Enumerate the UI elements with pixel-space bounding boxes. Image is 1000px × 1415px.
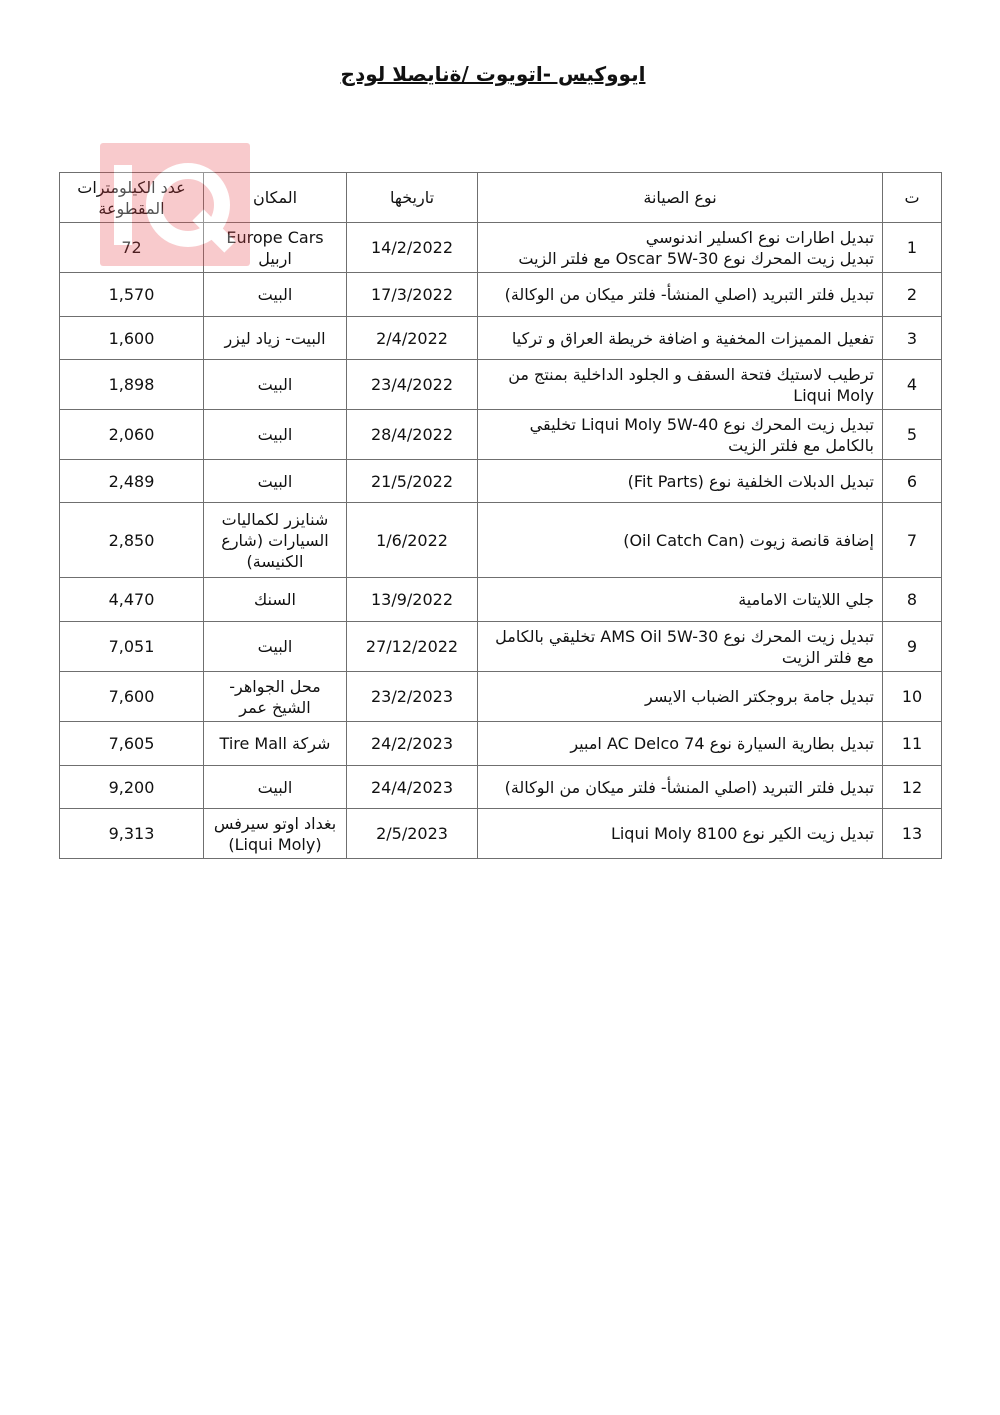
header-date: تاريخها [347,173,478,223]
maintenance-date: 17/3/2022 [347,273,478,317]
kilometers: 9,313 [60,809,204,859]
kilometers: 4,470 [60,578,204,622]
maintenance-type: تبديل زيت المحرك نوع Liqui Moly 5W-40 تخليقي بالكامل مع فلتر الزيت [478,410,883,460]
table-row [60,672,942,722]
maintenance-type: تبديل بطارية السيارة نوع 74 AC Delco امبير [478,722,883,766]
maintenance-type: تبديل زيت المحرك نوع AMS Oil 5W-30 تخليقي بالكامل مع فلتر الزيت [478,622,883,672]
header-km: عدد الكيلومترات المقطوعة [60,173,204,223]
table-row [60,622,942,672]
maintenance-table [59,172,942,859]
row-number: 10 [883,672,942,722]
maintenance-date: 2/5/2023 [347,809,478,859]
table-row [60,460,942,503]
maintenance-place: البيت [204,410,347,460]
table-row [60,223,942,273]
maintenance-date: 28/4/2022 [347,410,478,460]
header-no: ت [883,173,942,223]
row-number: 9 [883,622,942,672]
table-row [60,360,942,410]
row-number: 6 [883,460,942,503]
maintenance-type: تفعيل المميزات المخفية و اضافة خريطة العراق و تركيا [478,317,883,360]
maintenance-type: تبديل فلتر التبريد (اصلي المنشأ- فلتر ميكان من الوكالة) [478,273,883,317]
row-number: 7 [883,503,942,578]
kilometers: 2,850 [60,503,204,578]
kilometers: 7,600 [60,672,204,722]
table-row [60,317,942,360]
maintenance-place: السنك [204,578,347,622]
maintenance-type: تبديل الدبلات الخلفية نوع (Fit Parts) [478,460,883,503]
maintenance-place: شركة Tire Mall [204,722,347,766]
row-number: 3 [883,317,942,360]
kilometers: 1,898 [60,360,204,410]
table-row [60,503,942,578]
kilometers: 9,200 [60,766,204,809]
kilometers: 7,605 [60,722,204,766]
row-number: 2 [883,273,942,317]
maintenance-place: البيت [204,622,347,672]
maintenance-date: 24/2/2023 [347,722,478,766]
maintenance-date: 23/2/2023 [347,672,478,722]
maintenance-place: Europe Cars اربيل [204,223,347,273]
maintenance-place: شنايزر لكماليات السيارات (شارع الكنيسة) [204,503,347,578]
maintenance-place: البيت [204,460,347,503]
header-type: نوع الصيانة [478,173,883,223]
header-place: المكان [204,173,347,223]
table-row [60,410,942,460]
maintenance-date: 14/2/2022 [347,223,478,273]
maintenance-type: إضافة قانصة زيوت (Oil Catch Can) [478,503,883,578]
maintenance-type: تبديل اطارات نوع اكسلير اندنوسي تبديل زيت المحرك نوع Oscar 5W-30 مع فلتر الزيت [478,223,883,273]
maintenance-type: جلي اللايتات الامامية [478,578,883,622]
maintenance-date: 24/4/2023 [347,766,478,809]
maintenance-type: تبديل جامة بروجكتر الضباب الايسر [478,672,883,722]
row-number: 11 [883,722,942,766]
row-number: 13 [883,809,942,859]
maintenance-type: تبديل فلتر التبريد (اصلي المنشأ- فلتر ميكان من الوكالة) [478,766,883,809]
row-number: 5 [883,410,942,460]
maintenance-date: 27/12/2022 [347,622,478,672]
page-title: جدول الصيانة/ تويوتا- سيكوويا [340,62,646,86]
maintenance-place: البيت [204,360,347,410]
table-row [60,766,942,809]
kilometers: 72 [60,223,204,273]
kilometers: 1,570 [60,273,204,317]
maintenance-date: 1/6/2022 [347,503,478,578]
maintenance-date: 2/4/2022 [347,317,478,360]
maintenance-place: بغداد اوتو سيرفس (Liqui Moly) [204,809,347,859]
table-row [60,273,942,317]
maintenance-place: البيت [204,273,347,317]
kilometers: 2,060 [60,410,204,460]
row-number: 12 [883,766,942,809]
table-row [60,809,942,859]
kilometers: 1,600 [60,317,204,360]
maintenance-place: البيت [204,766,347,809]
table-row [60,722,942,766]
kilometers: 2,489 [60,460,204,503]
row-number: 8 [883,578,942,622]
table-row [60,578,942,622]
table-header-row [60,173,942,223]
maintenance-date: 21/5/2022 [347,460,478,503]
maintenance-place: محل الجواهر- الشيخ عمر [204,672,347,722]
maintenance-date: 23/4/2022 [347,360,478,410]
maintenance-type: تبديل زيت الكير نوع Liqui Moly 8100 [478,809,883,859]
kilometers: 7,051 [60,622,204,672]
maintenance-type: ترطيب لاستيك فتحة السقف و الجلود الداخلية بمنتج من Liqui Moly [478,360,883,410]
maintenance-place: البيت- زياد ليزر [204,317,347,360]
row-number: 4 [883,360,942,410]
row-number: 1 [883,223,942,273]
maintenance-date: 13/9/2022 [347,578,478,622]
